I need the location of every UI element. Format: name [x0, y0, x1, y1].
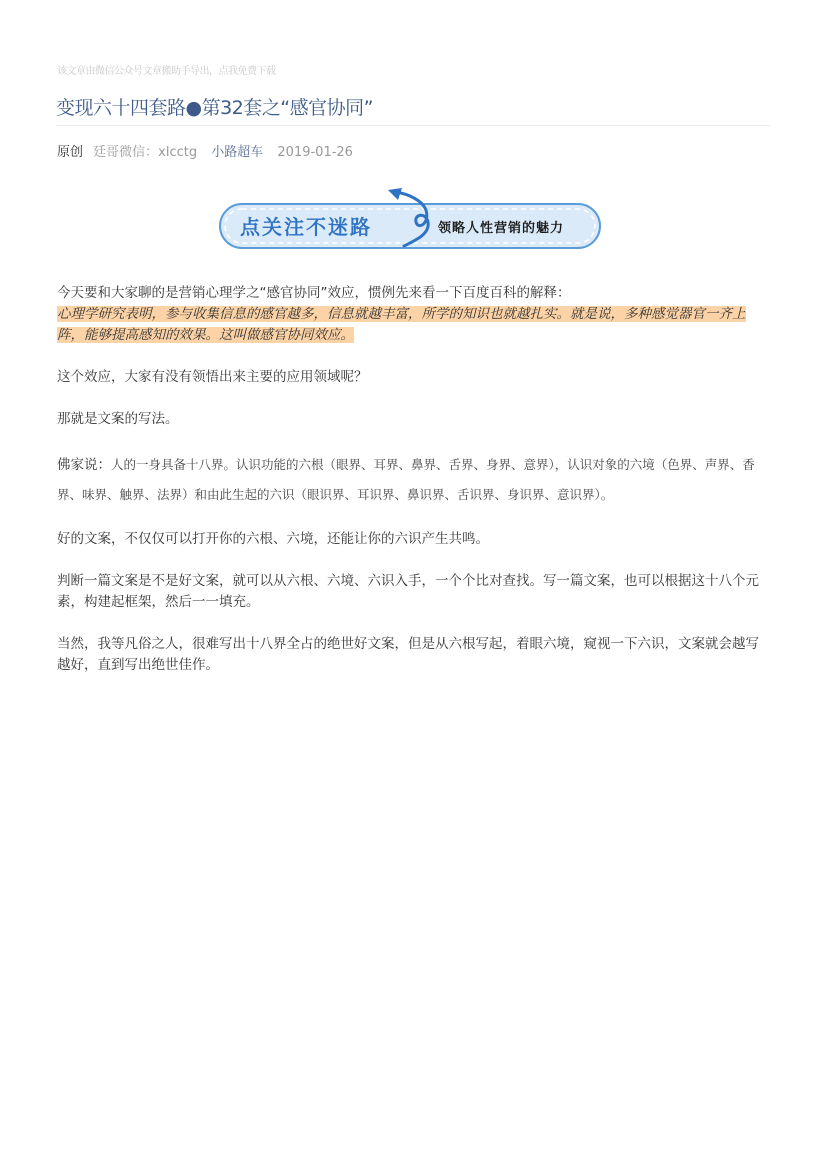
title-divider: [56, 125, 770, 126]
final-paragraph: 当然，我等凡俗之人，很难写出十八界全占的绝世好文案，但是从六根写起，着眼六境，窥视一下六识，文案就会越写越好，直到写出绝世佳作。: [57, 636, 759, 673]
original-label: 原创: [57, 145, 84, 160]
highlight-text: 心理学研究表明，参与收集信息的感官越多，信息就越丰富，所学的知识也就越扎实。就是说，多种感觉器官一齐上阵，能够提高感知的效果。这叫做感官协同效应。: [57, 306, 746, 343]
buddha-paragraph: [57, 450, 769, 510]
account-link[interactable]: 小路超车: [211, 145, 264, 160]
export-note-link[interactable]: 该文章由微信公众号文章搬助手导出，点我免费下载: [57, 66, 276, 77]
intro-paragraph: 今天要和大家聊的是营销心理学之“感官协同”效应，惯例先来看一下百度百科的解释：: [57, 285, 571, 301]
buddha-text: 人的一身具备十八界。认识功能的六根（眼界、耳界、鼻界、舌界、身界、意界），认识对象的六境（色界、声界、香界、味界、触界、法界）和由此生起的六识（眼识界、耳识界、鼻识界、舌识界、身识界、意识界）。: [57, 457, 755, 502]
good-copy-paragraph: 好的文案，不仅仅可以打开你的六根、六境，还能让你的六识产生共鸣。: [57, 531, 489, 547]
judge-paragraph: 判断一篇文案是不是好文案，就可以从六根、六境、六识入手，一个个比对查找。写一篇文案，也可以根据这十八个元素，构建起框架，然后一一填充。: [57, 573, 759, 610]
buddha-lead: 佛家说：: [57, 457, 111, 473]
highlight-quote: [57, 304, 767, 346]
question-paragraph: 这个效应，大家有没有领悟出来主要的应用领域呢？: [57, 369, 368, 385]
follow-banner: [216, 186, 604, 254]
article-title: 变现六十四套路●第32套之“感官协同”: [56, 97, 373, 119]
banner-left-text: 点关注不迷路: [240, 215, 372, 239]
author-name: 廷哥微信：xlcctg: [93, 145, 198, 160]
answer-paragraph: 那就是文案的写法。: [57, 411, 179, 427]
article-meta: [57, 141, 353, 160]
banner-right-text: 领略人性营销的魅力: [438, 221, 565, 236]
publish-date: 2019-01-26: [277, 145, 353, 160]
